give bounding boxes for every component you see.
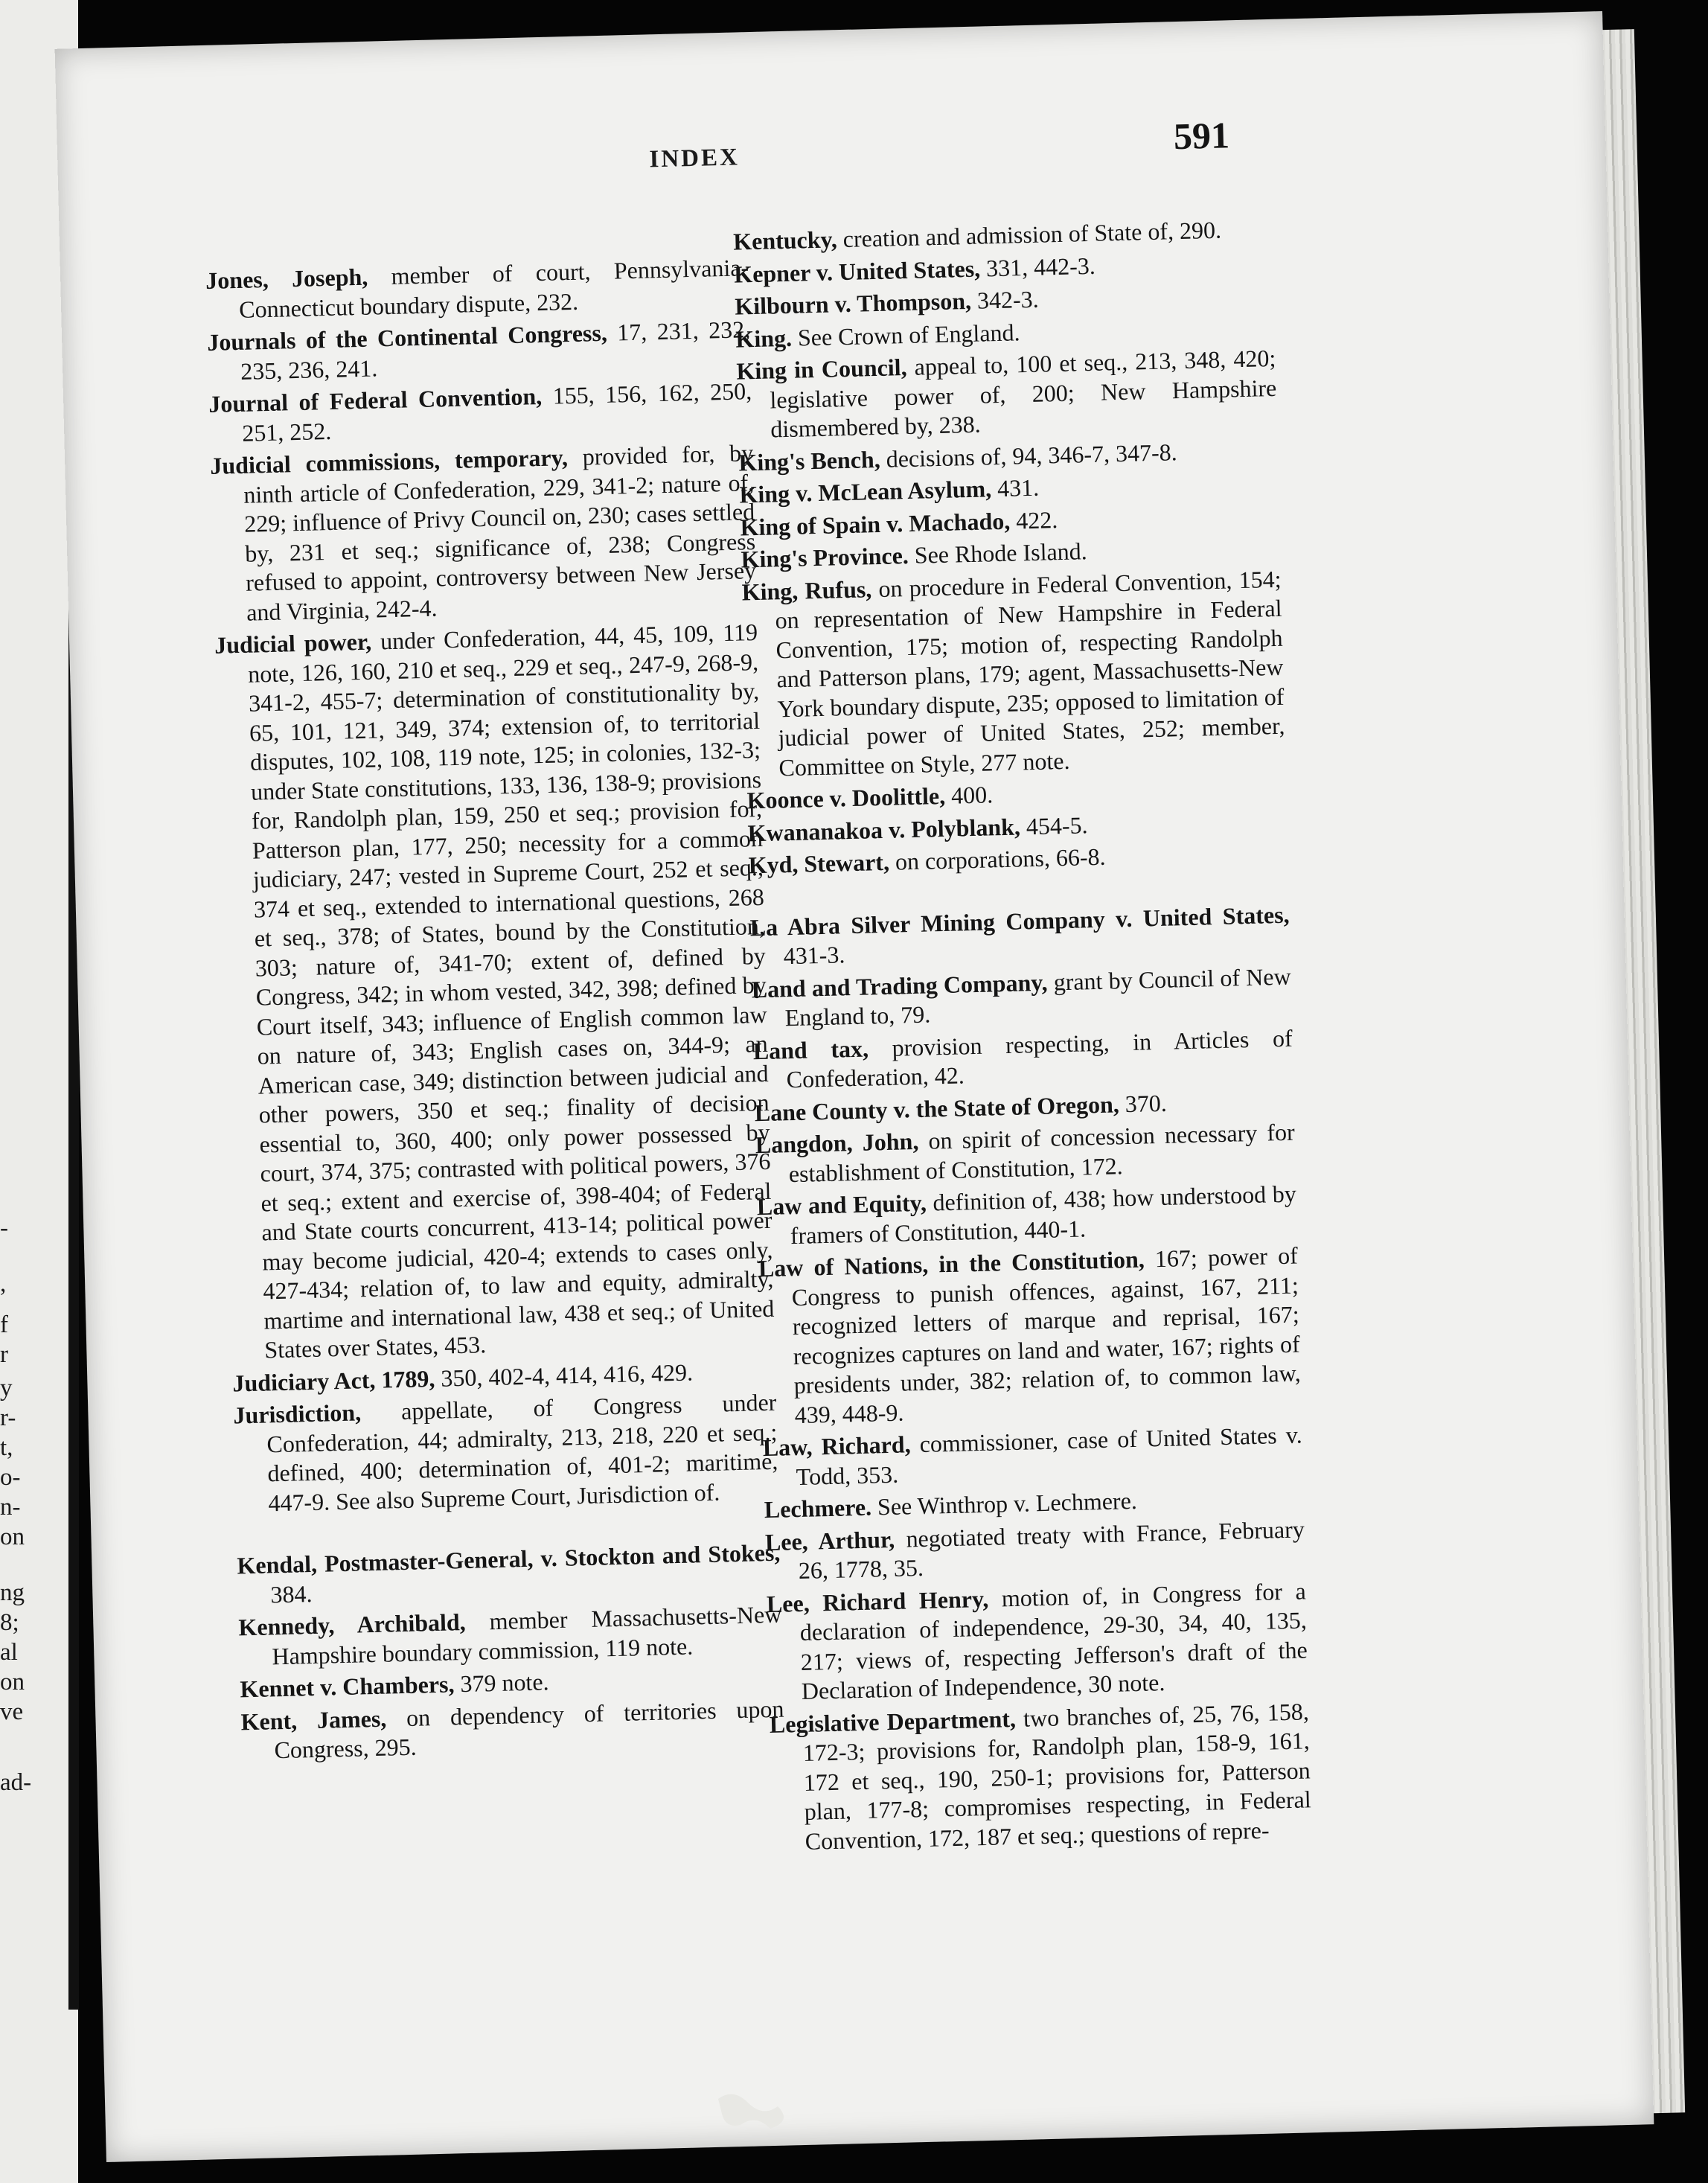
index-entry <box>749 900 1290 972</box>
index-entry <box>755 1118 1296 1190</box>
index-entry-heading: Journals of the Continental Congress, <box>206 319 608 356</box>
index-entry <box>736 344 1278 445</box>
index-entry <box>764 1515 1305 1587</box>
index-entry <box>207 315 752 387</box>
index-entry <box>233 1388 779 1519</box>
index-entry-heading: Kentucky, <box>732 226 838 255</box>
facing-page-fragment: r <box>0 1341 8 1368</box>
index-entry <box>210 438 758 628</box>
index-entry-heading: Kwananakoa v. Polyblank, <box>747 812 1021 846</box>
page-number: 591 <box>1173 114 1230 158</box>
index-entry-locators: appeal to, 100 et seq., 213, 348, 420; legislative power of, 200; New Hampshire dismembered by, 238. <box>769 344 1277 443</box>
index-entry-heading: Kilbourn v. Thompson, <box>734 287 972 320</box>
index-entry-locators: See Crown of England. <box>791 318 1020 351</box>
ink-smudge <box>711 2084 800 2136</box>
index-entry-locators: 331, 442-3. <box>979 252 1096 282</box>
index-entry-heading: Kennedy, Archibald, <box>238 1608 467 1641</box>
facing-page-fragment: ng <box>0 1579 25 1606</box>
index-entry-locators: 342-3. <box>970 285 1040 314</box>
index-entry-locators: 400. <box>944 781 994 809</box>
index-entry-heading: King, Rufus, <box>741 575 872 605</box>
index-entry-locators: 384. <box>269 1579 313 1608</box>
facing-page-fragment: on <box>0 1669 25 1695</box>
index-entry-heading: Jones, Joseph, <box>205 263 368 294</box>
index-entry-locators: 350, 402-4, 414, 416, 429. <box>434 1358 694 1392</box>
index-entry-locators: on spirit of concession necessary for establishment of Constitution, 172. <box>788 1118 1296 1187</box>
index-entry-heading: King v. McLean Asylum, <box>739 475 992 508</box>
running-head: INDEX <box>649 144 741 173</box>
index-entry <box>762 1420 1303 1492</box>
index-entry-locators: creation and admission of State of, 290. <box>837 216 1222 253</box>
index-entry-locators: two branches of, 25, 76, 158, 172-3; provisions for, Randolph plan, 158-9, 161, 172 et seq., 190, 250-1; provisions for, Patterson plan, 177-8; compromises respecting, in Federal Convention, 172, 187 et seq.; questions of repre- <box>802 1697 1312 1855</box>
index-entry-heading: Law of Nations, in the Constitution, <box>758 1245 1145 1282</box>
index-entry-heading: Lee, Richard Henry, <box>766 1585 989 1617</box>
index-entry-locators: commissioner, case of United States v. Todd, 353. <box>796 1421 1303 1490</box>
index-column-right <box>733 214 1312 1860</box>
index-entry-locators: on corporations, 66-8. <box>889 843 1106 875</box>
facing-page-fragment: t, <box>0 1434 13 1461</box>
index-entry <box>751 962 1292 1034</box>
index-entry <box>238 1600 783 1672</box>
index-entry <box>769 1697 1312 1857</box>
index-entry-heading: Lee, Arthur, <box>764 1525 895 1556</box>
index-entry-locators: 431. <box>991 473 1040 502</box>
facing-page-fragment: on <box>0 1524 25 1550</box>
index-entry-locators: appellate, of Congress under Confederation, 44; admiralty, 213, 218, 220 et seq.; defined, 400; determination of, 401-2; maritime, 447-9. See also Supreme Court, Jurisdiction of. <box>266 1388 778 1516</box>
index-entry <box>208 377 753 449</box>
index-entry-locators: negotiated treaty with France, February 26, 1778, 35. <box>798 1515 1305 1585</box>
index-entry-heading: Land tax, <box>752 1035 869 1064</box>
facing-page-fragment: - <box>0 1215 8 1241</box>
index-entry <box>214 618 775 1366</box>
index-entry-heading: Kennet v. Chambers, <box>240 1670 455 1703</box>
index-entry-heading: Kyd, Stewart, <box>748 848 890 879</box>
index-entry-locators: grant by Council of New England to, 79. <box>784 962 1291 1032</box>
index-entry <box>237 1538 781 1611</box>
index-entry-locators: motion of, in Congress for a declaration of independence, 29-30, 34, 40, 135, 217; views of, respecting Jefferson's draft of the Declaration of Independence, 30 note. <box>799 1576 1308 1704</box>
index-entry-locators: 370. <box>1119 1089 1168 1117</box>
index-entry-locators: 454-5. <box>1020 811 1088 840</box>
index-column-left <box>205 253 785 1769</box>
facing-page-fragment: al <box>0 1639 18 1666</box>
index-entry-heading: King's Province. <box>741 542 909 573</box>
index-entry <box>240 1694 785 1766</box>
index-entry-locators: decisions of, 94, 346-7, 347-8. <box>880 438 1178 473</box>
index-entry-locators: on procedure in Federal Convention, 154; on representation of New Hampshire in Federal Convention, 175; motion of, respecting Randolph and Patterson plans, 179; agent, Massachusetts-New York boundary dispute, 235; opposed to limitation of judicial power of United States, 252; member, Committee on Style, 277 note. <box>775 565 1285 781</box>
index-entry-locators: provision respecting, in Articles of Confederation, 42. <box>786 1024 1293 1093</box>
index-entry-heading: Lane County v. the State of Oregon, <box>754 1090 1120 1126</box>
index-entry-locators: See Rhode Island. <box>908 537 1088 569</box>
index-entry-locators: on dependency of territories upon Congress, 295. <box>274 1695 784 1764</box>
facing-page-fragment: f <box>0 1311 8 1338</box>
facing-page-fragment: 8; <box>0 1609 19 1636</box>
index-entry-locators: definition of, 438; how understood by framers of Constitution, 440-1. <box>790 1180 1297 1249</box>
index-entry-locators: member Massachusetts-New Hampshire boundary commission, 119 note. <box>272 1600 782 1669</box>
index-entry-locators: 431-3. <box>783 941 845 970</box>
index-entry-heading: King. <box>735 324 793 353</box>
index-entry-heading: Kepner v. United States, <box>733 255 981 288</box>
facing-page-fragment: n- <box>0 1494 21 1521</box>
index-entry <box>756 1180 1297 1252</box>
index-entry-heading: Law, Richard, <box>762 1431 912 1462</box>
index-entry-locators: See Winthrop v. Lechmere. <box>871 1486 1138 1521</box>
index-entry-heading: Judicial power, <box>214 627 372 659</box>
index-entry-locators: 422. <box>1009 505 1058 534</box>
index-entry-heading: Jurisdiction, <box>233 1399 362 1429</box>
index-entry-heading: King in Council, <box>736 353 907 385</box>
index-entry-locators: 379 note. <box>454 1668 549 1698</box>
index-entry-heading: Langdon, John, <box>755 1127 919 1159</box>
index-entry-heading: King's Bench, <box>738 445 881 476</box>
index-entry-heading: Land and Trading Company, <box>751 968 1048 1003</box>
index-entry-heading: King of Spain v. Machado, <box>740 507 1011 541</box>
index-entry <box>205 253 750 325</box>
index-entry <box>741 564 1286 783</box>
index-entry-heading: Koonce v. Doolittle, <box>746 782 946 814</box>
index-entry-heading: Kendal, Postmaster-General, v. Stockton and Stokes, <box>237 1538 781 1579</box>
index-entry-heading: Law and Equity, <box>756 1189 927 1221</box>
facing-page-fragment: ve <box>0 1698 24 1725</box>
index-entry-locators: 155, 156, 162, 250, 251, 252. <box>241 377 752 447</box>
facing-page-fragment: o- <box>0 1464 21 1491</box>
index-entry-locators: 17, 231, 232, 235, 236, 241. <box>240 316 751 385</box>
index-entry-heading: La Abra Silver Mining Company v. United States, <box>749 901 1290 941</box>
index-entry-heading: Lechmere. <box>764 1493 872 1524</box>
index-entry-heading: Journal of Federal Convention, <box>208 382 543 418</box>
index-entry-heading: Judicial commissions, temporary, <box>209 444 569 479</box>
index-entry-locators: provided for, by ninth article of Confederation, 229, 341-2; nature of, 229; influence of Privy Council on, 230; cases settled by, 231 et seq.; significance of, 238; Congress refused to appoint, controversy between New Jersey and Virginia, 242-4. <box>243 439 757 626</box>
index-entry <box>752 1023 1293 1096</box>
index-page <box>55 11 1654 2162</box>
facing-page-fragment: y <box>0 1375 13 1401</box>
index-entry-locators: 167; power of Congress to punish offences, against, 167, 211; recognized letters of marque and reprisal, 167; recognizes captures on land and water, 167; rights of presidents under, 382; relation of, to common law, 439, 448-9. <box>791 1241 1302 1428</box>
index-entry-heading: Judiciary Act, 1789, <box>232 1364 435 1397</box>
index-entry-locators: member of court, Pennsylvania-Connecticut boundary dispute, 232. <box>238 254 749 323</box>
facing-page-fragment: ad- <box>0 1769 32 1796</box>
index-entry <box>766 1576 1308 1707</box>
index-entry <box>758 1241 1302 1431</box>
facing-page-fragment: r- <box>0 1404 16 1431</box>
index-entry-heading: Legislative Department, <box>769 1704 1017 1738</box>
facing-page-fragment: , <box>0 1271 7 1297</box>
index-entry-locators: under Confederation, 44, 45, 109, 119 note, 126, 160, 210 et seq., 229 et seq., 247-9, 268-9, 341-2, 455-7; determination of constitutionality by, 65, 101, 121, 349, 374; extension of, to territorial disputes, 102, 108, 119 note, 125; in colonies, 132-3; under State constitutions, 133, 136, 138-9; provisions for, Randolph plan, 159, 250 et seq.; provision for, Patterson plan, 177, 250; necessity for a common judiciary, 247; vested in Supreme Court, 252 et seq., 374 et seq., extended to international questions, 268 et seq., 378; of States, bound by the Constitution, 303; nature of, 341-70; extent of, defined by Congress, 342; in whom vested, 342, 398; defined by Court itself, 343; influence of English common law on nature of, 343; English cases on, 344-9; an American case, 349; distinction between judicial and other powers, 350 et seq.; finality of decision essential to, 360, 400; only power possessed by court, 374, 375; contrasted with political powers, 376 et seq.; extent and exercise of, 398-404; of Federal and State courts concurrent, 413-14; political power may become judicial, 420-4; extends to cases only, 427-434; relation of, to law and equity, admiralty, martime and international law, 438 et seq.; of United States over States, 453. <box>247 618 775 1364</box>
index-entry-heading: Kent, James, <box>240 1704 387 1735</box>
